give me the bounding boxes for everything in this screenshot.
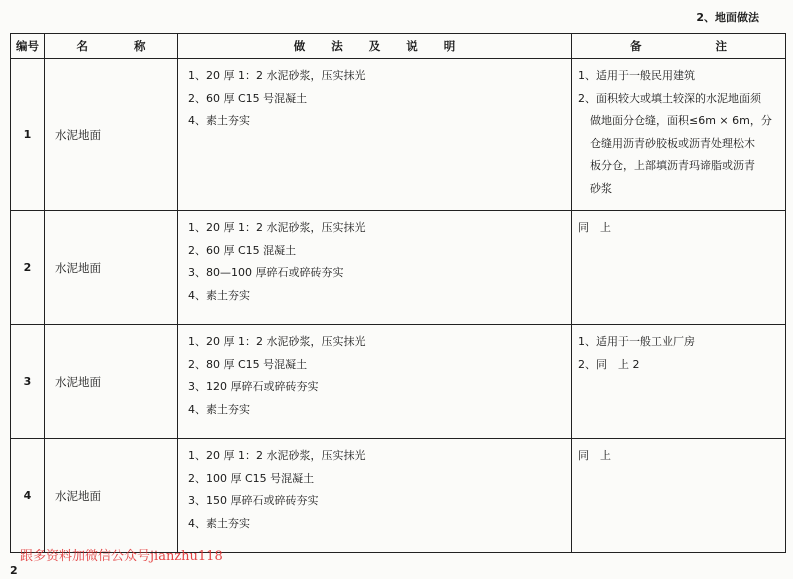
note-line: 同 上: [578, 449, 611, 462]
method-line: 1、20 厚 1：2 水泥砂浆，压实抹光: [188, 221, 366, 234]
method-line: 3、80—100 厚碎石或碎砖夯实: [188, 266, 344, 279]
row-note: [572, 439, 786, 553]
method-line: 4、素土夯实: [188, 516, 250, 530]
table-row: [11, 211, 786, 325]
note-line: 2、面积较大或填土较深的水泥地面须: [578, 91, 761, 105]
note-line: 板分仓，上部填沥青玛谛脂或沥青: [590, 159, 755, 172]
page-number: 2: [10, 564, 18, 577]
header-method-char: 做: [293, 39, 306, 53]
table-header-row: [11, 34, 786, 59]
row-note: [572, 211, 786, 325]
header-name-char: 称: [134, 39, 146, 53]
method-line: 3、150 厚碎石或碎砖夯实: [188, 494, 319, 507]
note-line: 2、同 上 2: [578, 357, 640, 371]
row-method: [178, 59, 572, 211]
header-note-char: 注: [715, 39, 727, 53]
floor-method-table: [10, 33, 786, 553]
table-row: [11, 59, 786, 211]
row-note: [572, 325, 786, 439]
method-line: 1、20 厚 1：2 水泥砂浆，压实抹光: [188, 335, 366, 348]
note-line: 同 上: [578, 221, 611, 234]
header-no: 编号: [11, 34, 45, 59]
row-name: 水泥地面: [45, 59, 178, 211]
header-method-char: 及: [368, 39, 381, 53]
method-line: 3、120 厚碎石或碎砖夯实: [188, 380, 319, 393]
row-method: [178, 211, 572, 325]
row-name: 水泥地面: [45, 325, 178, 439]
header-method-char: 说: [406, 39, 418, 53]
table-row: [11, 325, 786, 439]
header-note: [572, 34, 786, 59]
header-name-char: 名: [76, 39, 88, 53]
method-line: 2、60 厚 C15 混凝土: [188, 243, 297, 257]
row-number: 4: [11, 439, 45, 553]
row-name: 水泥地面: [45, 439, 178, 553]
row-number: 1: [11, 59, 45, 211]
header-method: [178, 34, 572, 59]
row-method: [178, 325, 572, 439]
watermark-text: 跟多资料加微信公众号jianzhu118: [20, 549, 223, 564]
note-line: 仓缝用沥青砂胶板或沥青处理松木: [590, 136, 755, 150]
row-number: 2: [11, 211, 45, 325]
note-line: 1、适用于一般民用建筑: [578, 69, 695, 82]
note-line: 做地面分仓缝，面积≤6m × 6m，分: [590, 114, 772, 127]
method-line: 4、素土夯实: [188, 288, 250, 302]
header-method-char: 法: [331, 39, 343, 53]
method-line: 1、20 厚 1：2 水泥砂浆，压实抹光: [188, 69, 366, 82]
note-line: 砂浆: [590, 181, 612, 195]
header-note-char: 备: [630, 39, 642, 53]
method-line: 4、素土夯实: [188, 402, 250, 416]
method-line: 2、100 厚 C15 号混凝土: [188, 471, 315, 485]
note-line: 1、适用于一般工业厂房: [578, 335, 695, 348]
table-row: [11, 439, 786, 553]
method-line: 1、20 厚 1：2 水泥砂浆，压实抹光: [188, 449, 366, 462]
header-name: [45, 34, 178, 59]
row-name: 水泥地面: [45, 211, 178, 325]
header-method-char: 明: [443, 39, 456, 53]
row-note: [572, 59, 786, 211]
row-method: [178, 439, 572, 553]
row-number: 3: [11, 325, 45, 439]
method-line: 2、80 厚 C15 号混凝土: [188, 357, 308, 371]
method-line: 2、60 厚 C15 号混凝土: [188, 91, 308, 105]
section-title: 2、地面做法: [696, 11, 759, 24]
method-line: 4、素土夯实: [188, 114, 250, 127]
